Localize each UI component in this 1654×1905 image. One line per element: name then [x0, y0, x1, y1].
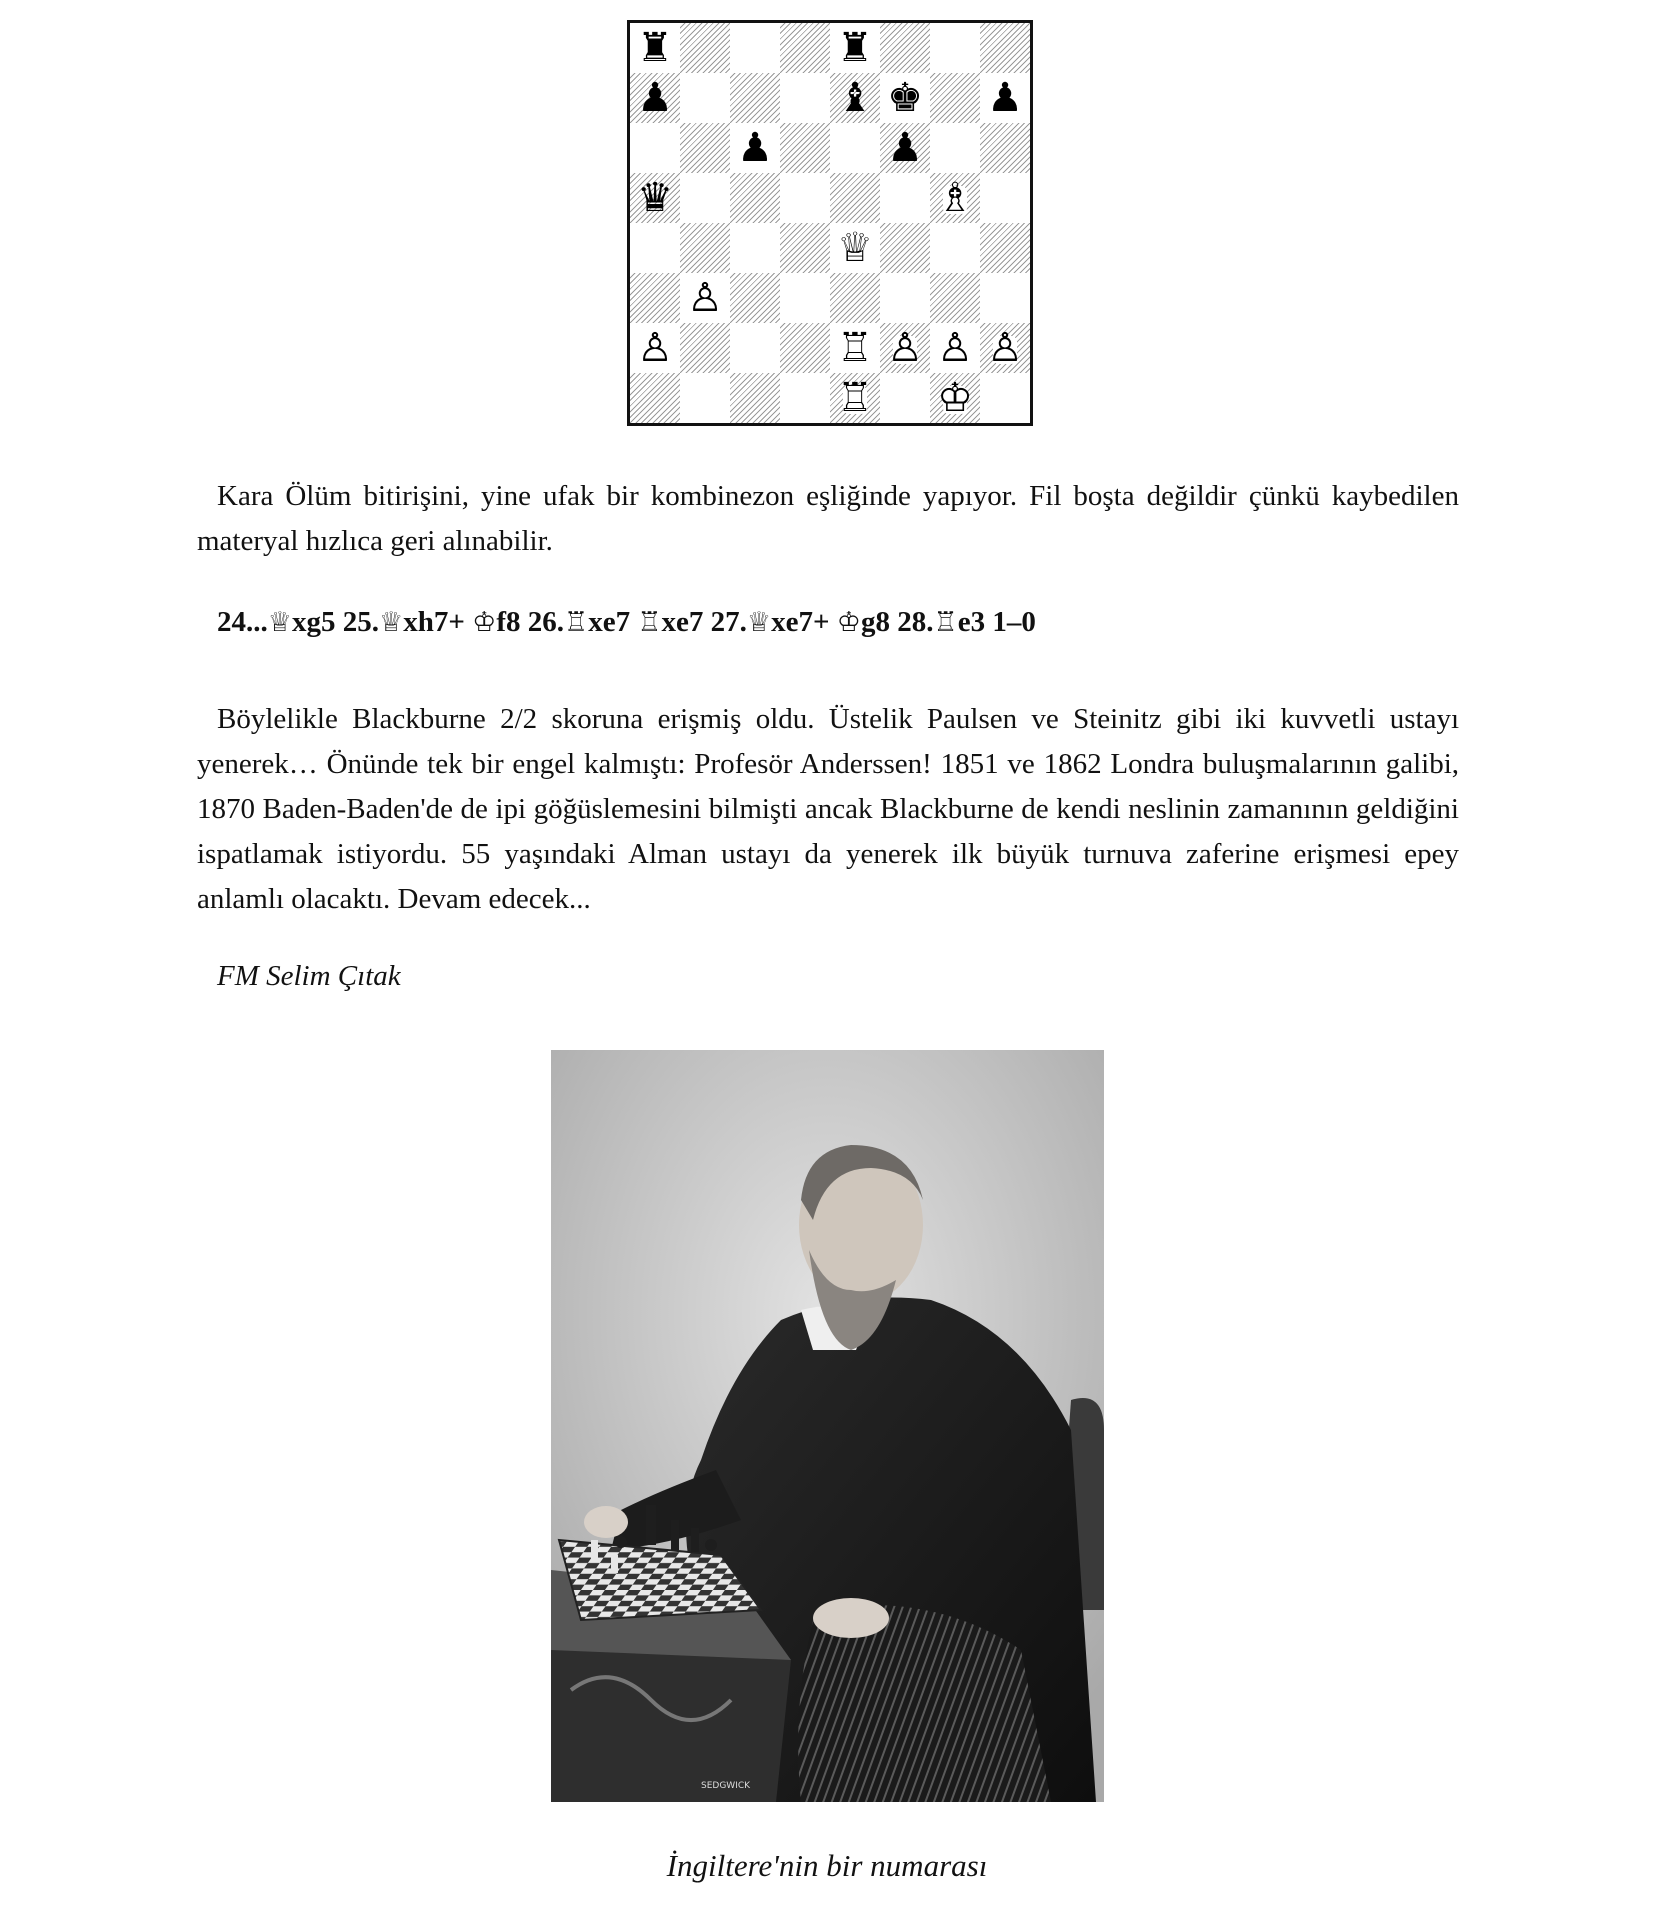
square-c8	[730, 23, 780, 73]
chess-piece-icon: ♙	[687, 275, 723, 321]
chess-piece-icon: ♕	[837, 225, 873, 271]
piece-glyph-icon: ♕	[267, 607, 292, 638]
square-e4	[830, 223, 880, 273]
chess-piece-icon: ♜	[837, 25, 873, 71]
square-f4	[880, 223, 930, 273]
piece-glyph-icon: ♔	[836, 607, 862, 638]
chess-piece-icon: ♛	[637, 175, 673, 221]
square-h4	[980, 223, 1030, 273]
square-g4	[930, 223, 980, 273]
square-g2	[930, 323, 980, 373]
square-g7	[930, 73, 980, 123]
chess-piece-icon: ♙	[987, 325, 1023, 371]
move-text: xe7 27.	[661, 606, 747, 638]
square-g1	[930, 373, 980, 423]
move-text: 24...	[217, 606, 268, 638]
chess-piece-icon: ♟	[737, 125, 773, 171]
paragraph-intro: Kara Ölüm bitirişini, yine ufak bir kombinezon eşliğinde yapıyor. Fil boşta değildir çünkü kaybedilen materyal hızlıca geri alınabilir.	[197, 480, 1459, 557]
square-a2	[630, 323, 680, 373]
square-e2	[830, 323, 880, 373]
chess-piece-icon: ♟	[887, 125, 923, 171]
move-text: g8 28.	[861, 606, 934, 638]
author-signature: FM Selim Çıtak	[217, 960, 401, 992]
chess-piece-icon: ♟	[987, 75, 1023, 121]
chess-board	[630, 23, 1030, 423]
square-b8	[680, 23, 730, 73]
square-d4	[780, 223, 830, 273]
square-g6	[930, 123, 980, 173]
square-c3	[730, 273, 780, 323]
square-a6	[630, 123, 680, 173]
square-f3	[880, 273, 930, 323]
square-h1	[980, 373, 1030, 423]
chess-piece-icon: ♗	[937, 175, 973, 221]
square-a5	[630, 173, 680, 223]
square-f8	[880, 23, 930, 73]
chess-piece-icon: ♜	[637, 25, 673, 71]
square-b7	[680, 73, 730, 123]
chess-diagram	[627, 20, 1033, 426]
square-c6	[730, 123, 780, 173]
square-b1	[680, 373, 730, 423]
square-f2	[880, 323, 930, 373]
photo-caption: İngiltere'nin bir numarası	[666, 1848, 988, 1883]
piece-glyph-icon: ♔	[472, 607, 497, 638]
chess-piece-icon: ♟	[637, 75, 673, 121]
move-text: f8 26.	[496, 606, 564, 638]
square-h6	[980, 123, 1030, 173]
move-text: xg5 25.	[291, 606, 379, 638]
square-b6	[680, 123, 730, 173]
square-e6	[830, 123, 880, 173]
piece-glyph-icon: ♖	[933, 607, 958, 638]
square-h7	[980, 73, 1030, 123]
piece-glyph-icon: ♕	[378, 607, 404, 638]
square-b5	[680, 173, 730, 223]
piece-glyph-icon: ♕	[746, 607, 772, 638]
square-f6	[880, 123, 930, 173]
chess-piece-icon: ♙	[637, 325, 673, 371]
square-e5	[830, 173, 880, 223]
square-d3	[780, 273, 830, 323]
square-f1	[880, 373, 930, 423]
square-b4	[680, 223, 730, 273]
square-a1	[630, 373, 680, 423]
square-d8	[780, 23, 830, 73]
square-f7	[880, 73, 930, 123]
square-c1	[730, 373, 780, 423]
move-sequence	[217, 606, 1036, 639]
square-g3	[930, 273, 980, 323]
square-e1	[830, 373, 880, 423]
move-text: xe7+	[771, 606, 837, 638]
square-h2	[980, 323, 1030, 373]
square-d6	[780, 123, 830, 173]
square-g5	[930, 173, 980, 223]
square-a4	[630, 223, 680, 273]
square-g8	[930, 23, 980, 73]
square-h5	[980, 173, 1030, 223]
square-a7	[630, 73, 680, 123]
square-a3	[630, 273, 680, 323]
square-d1	[780, 373, 830, 423]
chess-piece-icon: ♚	[887, 75, 923, 121]
square-c5	[730, 173, 780, 223]
piece-glyph-icon: ♖	[637, 607, 662, 638]
chess-piece-icon: ♖	[837, 325, 873, 371]
square-a8	[630, 23, 680, 73]
square-e3	[830, 273, 880, 323]
square-d5	[780, 173, 830, 223]
square-h8	[980, 23, 1030, 73]
portrait-photo	[551, 1050, 1104, 1802]
square-e8	[830, 23, 880, 73]
chess-piece-icon: ♙	[887, 325, 923, 371]
square-f5	[880, 173, 930, 223]
move-text: xe7	[588, 606, 638, 638]
move-text: e3 1–0	[957, 606, 1036, 638]
square-d7	[780, 73, 830, 123]
square-b2	[680, 323, 730, 373]
portrait-illustration	[551, 1050, 1104, 1802]
photographer-signature: SEDGWICK	[701, 1781, 751, 1791]
square-b3	[680, 273, 730, 323]
square-c4	[730, 223, 780, 273]
chess-piece-icon: ♙	[937, 325, 973, 371]
square-h3	[980, 273, 1030, 323]
square-c7	[730, 73, 780, 123]
chess-piece-icon: ♔	[937, 375, 973, 421]
piece-glyph-icon: ♖	[563, 607, 589, 638]
chess-piece-icon: ♝	[837, 75, 873, 121]
square-c2	[730, 323, 780, 373]
move-text: xh7+	[403, 606, 473, 638]
square-e7	[830, 73, 880, 123]
square-d2	[780, 323, 830, 373]
paragraph-main: Böylelikle Blackburne 2/2 skoruna erişmiş oldu. Üstelik Paulsen ve Steinitz gibi iki kuvvetli ustayı yenerek… Önünde tek bir engel kalmıştı: Profesör Anderssen! 1851 ve 1862 Londra buluşmalarının galibi, 1870 Baden-Baden'de de ipi göğüslemesini bilmişti ancak Blackburne de kendi neslinin zamanının geldiğini ispatlamak istiyordu. 55 yaşındaki Alman ustayı da yenerek ilk büyük turnuva zaferine erişmesi epey anlamlı olacaktı. Devam edecek...	[197, 703, 1459, 915]
chess-piece-icon: ♖	[837, 375, 873, 421]
